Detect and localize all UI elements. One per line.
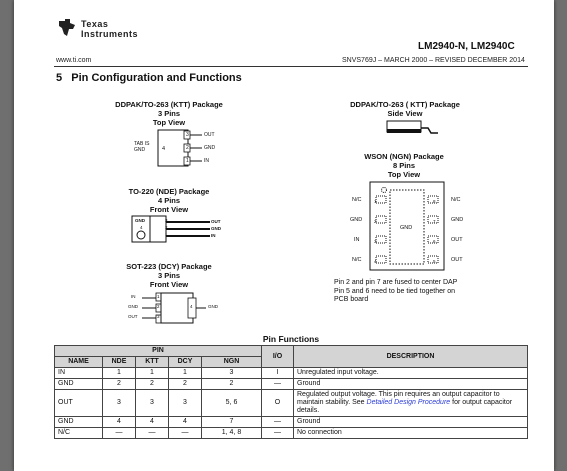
ktt-pin3: 3 bbox=[186, 132, 189, 138]
ngn-right-4: OUT bbox=[451, 257, 463, 263]
dcy-p3: 3 bbox=[157, 314, 160, 319]
ktt-out-label: OUT bbox=[204, 132, 215, 138]
table-row: OUT 3 3 3 5, 6 O Regulated output voltage. This pin requires an output capacitor to maintain stability. See Detailed Design Procedure for output capacitor details. bbox=[55, 390, 528, 417]
ngn-center-gnd: GND bbox=[400, 225, 413, 231]
section-title: 5 Pin Configuration and Functions bbox=[56, 72, 242, 84]
ti-logo-icon bbox=[56, 17, 78, 39]
ngn-lnum-4: 4 bbox=[374, 259, 377, 264]
nde-p2: 2 bbox=[165, 225, 168, 230]
ngn-left-2: GND bbox=[350, 217, 363, 223]
ktt-in-label: IN bbox=[204, 158, 209, 164]
header-name: NAME bbox=[55, 357, 103, 368]
table-row: GND 2 2 2 2 — Ground bbox=[55, 379, 528, 390]
dcy-p1: 1 bbox=[157, 294, 160, 299]
nde-gnd-tab: GND bbox=[135, 218, 145, 223]
ngn-right-3: OUT bbox=[451, 237, 463, 243]
ngn-lnum-1: 1 bbox=[374, 199, 377, 204]
ktt-top-diagram bbox=[114, 128, 234, 170]
nde-gnd-label: GND bbox=[211, 226, 221, 231]
ngn-rnum-5: 5 bbox=[433, 259, 436, 264]
ktt-pin2: 2 bbox=[186, 145, 189, 151]
site-url[interactable]: www.ti.com bbox=[56, 57, 92, 64]
ngn-rnum-8: 8 bbox=[433, 199, 436, 204]
ngn-rnum-7: 7 bbox=[433, 219, 436, 224]
ngn-right-2: GND bbox=[451, 217, 464, 223]
dcy-p2: 2 bbox=[157, 304, 160, 309]
nde-out-label: OUT bbox=[211, 219, 221, 224]
ktt-tab-gnd-label: GND bbox=[134, 147, 146, 153]
ngn-rnum-6: 6 bbox=[433, 239, 436, 244]
table-row: IN 1 1 1 3 I Unregulated input voltage. bbox=[55, 368, 528, 379]
ngn-lnum-2: 2 bbox=[374, 219, 377, 224]
nde-p1: 1 bbox=[165, 232, 168, 237]
logo-line1: Texas bbox=[81, 19, 109, 29]
table-caption: Pin Functions bbox=[262, 334, 320, 344]
ngn-title: WSON (NGN) Package 8 Pins Top View bbox=[364, 152, 444, 179]
ktt-side-diagram bbox=[382, 118, 442, 138]
header-pin: PIN bbox=[55, 346, 262, 357]
dcy-p4: 4 bbox=[190, 304, 193, 309]
header-rule bbox=[54, 66, 528, 67]
dcy-gnd-right-label: GND bbox=[208, 304, 218, 309]
dcy-title: SOT-223 (DCY) Package 3 Pins Front View bbox=[126, 262, 212, 289]
ktt-pin1: 1 bbox=[186, 158, 189, 164]
ktt-top-title: DDPAK/TO-263 (KTT) Package 3 Pins Top View bbox=[115, 100, 223, 127]
logo-line2: Instruments bbox=[81, 29, 139, 39]
header-ngn: NGN bbox=[202, 357, 262, 368]
ngn-lnum-3: 3 bbox=[374, 239, 377, 244]
header-description: DESCRIPTION bbox=[294, 346, 528, 368]
doc-info: SNVS769J – MARCH 2000 – REVISED DECEMBER 2014 bbox=[342, 57, 525, 64]
ngn-left-4: N/C bbox=[352, 257, 362, 263]
table-row: N/C — — — 1, 4, 8 — No connection bbox=[55, 428, 528, 439]
nde-in-label: IN bbox=[211, 233, 216, 238]
header-ktt: KTT bbox=[136, 357, 169, 368]
dcy-out-label: OUT bbox=[128, 314, 138, 319]
nde-tab4: 4 bbox=[140, 225, 143, 230]
table-row: GND 4 4 4 7 — Ground bbox=[55, 417, 528, 428]
out-description: Regulated output voltage. This pin requires an output capacitor to maintain stability. See Detailed Design Procedure for output capacitor details. bbox=[294, 390, 528, 417]
document-page bbox=[14, 0, 554, 471]
nde-title: TO-220 (NDE) Package 4 Pins Front View bbox=[128, 187, 210, 214]
dcy-in-label: IN bbox=[131, 294, 136, 299]
ngn-right-1: N/C bbox=[451, 197, 461, 203]
ngn-note: Pin 2 and pin 7 are fused to center DAP Pin 5 and 6 need to be tied together on PCB board bbox=[334, 279, 458, 303]
pin-functions-table bbox=[54, 345, 528, 439]
part-number: LM2940-N, LM2940C bbox=[418, 41, 515, 52]
nde-p3: 3 bbox=[165, 218, 168, 223]
dcy-gnd-label: GND bbox=[128, 304, 138, 309]
ktt-tab-label: TAB IS bbox=[134, 141, 150, 147]
header-io: I/O bbox=[262, 346, 294, 368]
ngn-left-1: N/C bbox=[352, 197, 362, 203]
ngn-left-3: IN bbox=[354, 237, 360, 243]
ktt-gnd-label: GND bbox=[204, 145, 216, 151]
detailed-design-link[interactable]: Detailed Design Procedure bbox=[366, 399, 451, 406]
header-dcy: DCY bbox=[169, 357, 202, 368]
header-nde: NDE bbox=[103, 357, 136, 368]
ktt-pin4: 4 bbox=[162, 146, 166, 152]
ktt-side-title: DDPAK/TO-263 ( KTT) Package Side View bbox=[350, 100, 460, 118]
